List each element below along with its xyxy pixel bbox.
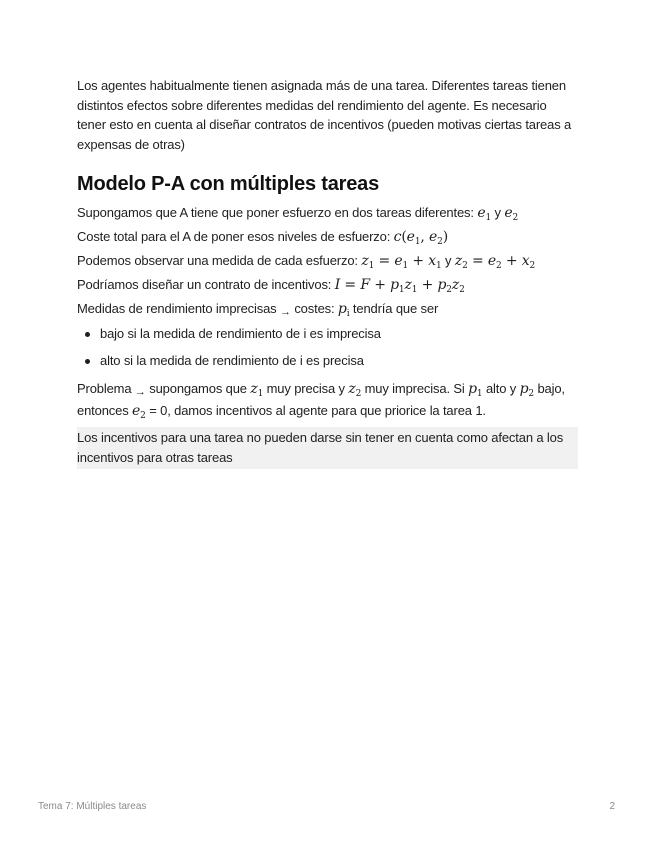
right-arrow-icon: → <box>134 386 146 398</box>
line-measure: Podemos observar una medida de cada esfuerzo: $z_1 = e_1 + x_1$ y $z_2 = e_2 + x_2$ <box>77 253 536 271</box>
intro-paragraph: Los agentes habitualmente tienen asignada más de una tarea. Diferentes tareas tienen distintos efectos sobre diferentes medidas del rendimiento del agente. Es necesario tener esto en cuenta al diseñar contratos de incentivos (pueden motivas ciertas tareas a expensas de otras) <box>77 78 572 152</box>
math-pi: $p_i$ <box>337 301 350 319</box>
math-p1: $p_1$ <box>468 381 483 399</box>
right-arrow-icon: → <box>280 306 291 318</box>
list-item: bajo si la medida de rendimiento de i es imprecisa <box>100 325 578 343</box>
page-content <box>77 76 578 469</box>
page-number: 2 <box>609 801 615 812</box>
problem-paragraph: Problema → supongamos que $z_1$ muy precisa y $z_2$ muy imprecisa. Si $p_1$ alto y $p_2$ bajo, entonces $e_2 = 0$, damos incentivos al agente para que priorice la tarea 1. <box>77 381 565 421</box>
line-tasks: Supongamos que A tiene que poner esfuerzo en dos tareas diferentes: $e_1$ y $e_2$ <box>77 205 519 223</box>
math-p2: $p_2$ <box>519 381 534 399</box>
list-item: alto si la medida de rendimiento de i es precisa <box>100 352 578 370</box>
line-cost: Coste total para el A de poner esos niveles de esfuerzo: $c(e_1$, $e_2$) <box>77 229 449 247</box>
footer-title: Tema 7: Múltiples tareas <box>38 801 147 812</box>
line-contract: Podríamos diseñar un contrato de incentivos: $I = F + p_1z_1 + p_2z_2$ <box>77 277 465 295</box>
line-imprecise: Medidas de rendimiento imprecisas → costes: $p_i$ tendría que ser <box>77 301 439 319</box>
math-cost: $c(e_1$, $e_2$) <box>393 229 449 247</box>
math-z2: $z_2$ <box>348 381 362 399</box>
math-e2: $e_2$ <box>132 402 146 421</box>
callout-box: Los incentivos para una tarea no pueden darse sin tener en cuenta como afectan a los incentivos para otras tareas <box>77 427 578 469</box>
bullet-list <box>77 325 578 370</box>
math-z1: $z_1$ <box>250 381 264 399</box>
math-e2: $e_2$ <box>504 205 519 223</box>
math-e1: $e_1$ <box>477 205 492 223</box>
section-heading: Modelo P-A con múltiples tareas <box>77 173 380 195</box>
math-z1: $z_1 = e_1 + x_1$ <box>361 253 442 271</box>
math-contract: $I = F + p_1z_1 + p_2z_2$ <box>334 277 465 295</box>
math-z2: $z_2 = e_2 + x_2$ <box>454 253 536 271</box>
